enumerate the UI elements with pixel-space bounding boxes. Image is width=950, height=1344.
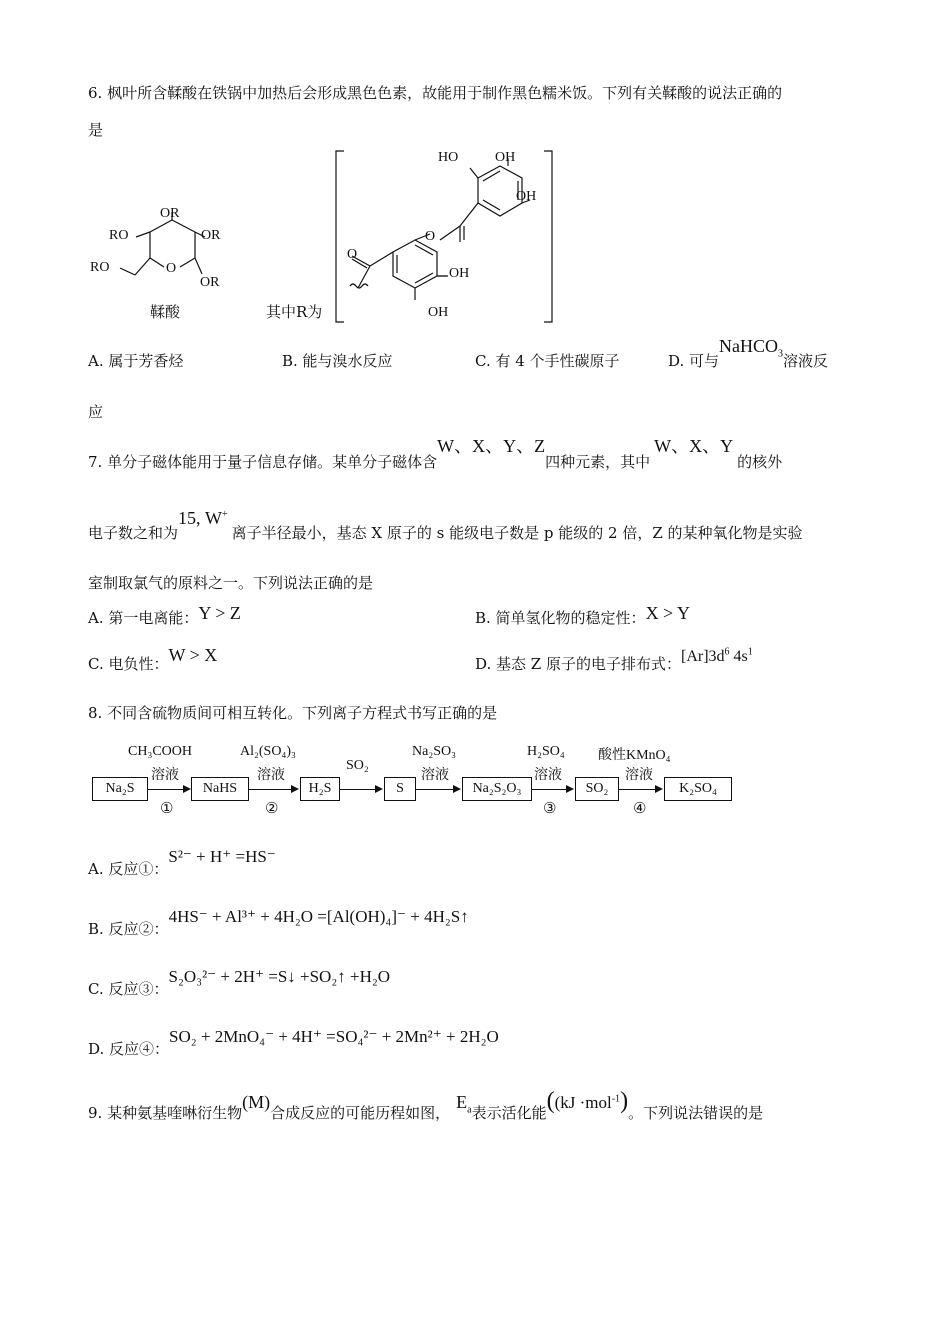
q7-option-c: C. 电负性：W > X: [88, 645, 218, 673]
ring-label-or-bottom: OR: [200, 275, 220, 290]
tannic-acid-caption: 鞣酸: [150, 303, 181, 321]
q6-option-c: C. 有 4 个手性碳原子: [475, 352, 620, 370]
box-nahs: NaHS: [191, 777, 249, 801]
q7-stem-line2: 电子数之和为15, W+离子半径最小，基态 X 原子的 s 能级电子数是 p 能级的 2 倍，Z 的某种氧化物是实验: [88, 508, 803, 542]
reagent-4-mid: 溶液: [421, 768, 449, 783]
reagent-5-top: H₂SO₄: [527, 744, 565, 759]
q6-option-d-suffix: 溶液反: [783, 352, 829, 370]
q8-option-a: A. 反应①：S²⁻ + H⁺ =HS⁻: [88, 847, 276, 878]
box-na2s2o3: Na₂S₂O₃: [462, 777, 532, 801]
q7-stem-line1: 7. 单分子磁体能用于量子信息存储。某单分子磁体含W、X、Y、Z四种元素，其中W、X、Y的核外: [88, 436, 783, 471]
arrow-4: [416, 789, 454, 790]
q8-stem: 8. 不同含硫物质间可相互转化。下列离子方程式书写正确的是: [88, 704, 498, 722]
reagent-5-mid: 溶液: [534, 768, 562, 783]
ring-label-o: O: [166, 261, 177, 276]
q9-stem: 9. 某种氨基喹啉衍生物(M)合成反应的可能历程如图，$E_a$表示活化能((kJ ·mol$^{-1}$)。下列说法错误的是: [88, 1088, 764, 1122]
arrow-3-head: [375, 785, 383, 793]
arrow-1: [148, 789, 184, 790]
q6-option-b: B. 能与溴水反应: [282, 352, 393, 370]
r-label-ho-top: HO: [438, 150, 459, 165]
ring-label-or-right: OR: [201, 228, 221, 243]
reagent-6-num: ④: [633, 799, 647, 817]
r-label-oh-mid: OH: [449, 266, 470, 281]
q8-option-c: C. 反应③：S₂O₃²⁻ + 2H⁺ =S↓ +SO₂↑ +H₂O: [88, 967, 391, 998]
ring-label-or-top: OR: [160, 206, 180, 221]
q7-option-d: D. 基态 Z 原子的电子排布式：$[Ar]3d^6$ $4s^1$: [475, 646, 753, 673]
q7-stem-line3: 室制取氯气的原料之一。下列说法正确的是: [88, 574, 374, 592]
reagent-6-top: 酸性KMnO₄: [598, 748, 671, 763]
ring-label-ro-left: RO: [109, 228, 129, 243]
r-label-o-ester: O: [425, 229, 436, 244]
r-label-oh-top: OH: [495, 150, 516, 165]
box-s: S: [384, 777, 416, 801]
box-so2: SO₂: [575, 777, 619, 801]
arrow-5: [532, 789, 567, 790]
arrow-1-head: [183, 785, 191, 793]
arrow-3: [340, 789, 376, 790]
reagent-1-num: ①: [160, 799, 174, 817]
nahco3-formula: NaHCO$_3$: [719, 336, 784, 360]
reagent-2-num: ②: [265, 799, 279, 817]
reagent-4-top: Na₂SO₃: [412, 744, 456, 759]
arrow-4-head: [453, 785, 461, 793]
q7-option-b: B. 简单氢化物的稳定性：X > Y: [475, 603, 691, 627]
r-label-oh-right: OH: [516, 189, 537, 204]
r-label-oh-bottom: OH: [428, 305, 449, 320]
q8-option-b: B. 反应②：4HS⁻ + Al³⁺ + 4H₂O =[Al(OH)₄]⁻ + 4H₂S↑: [88, 907, 469, 938]
box-na2s: Na₂S: [92, 777, 148, 801]
arrow-6: [619, 789, 656, 790]
q6-option-a: A. 属于芳香烃: [88, 352, 184, 370]
reagent-2-top: Al₂(SO₄)₃: [240, 744, 296, 759]
q7-option-a: A. 第一电离能：Y > Z: [88, 603, 241, 627]
q8-option-d: D. 反应④：SO₂ + 2MnO₄⁻ + 4H⁺ =SO₄²⁻ + 2Mn²⁺ + 2H₂O: [88, 1027, 499, 1058]
arrow-2: [249, 789, 292, 790]
q6-option-d-continued: 应: [88, 403, 104, 421]
arrow-6-head: [655, 785, 663, 793]
arrow-5-head: [566, 785, 574, 793]
q6-stem-line1: 6. 枫叶所含鞣酸在铁锅中加热后会形成黑色色素，故能用于制作黑色糯米饭。下列有关鞣酸的说法正确的: [88, 84, 783, 102]
reagent-1-top: CH₃COOH: [128, 744, 192, 759]
reagent-3-top: SO₂: [346, 758, 369, 773]
r-group-structure: [330, 148, 560, 326]
r-label-o-carbonyl: O: [347, 247, 358, 262]
q6-option-d-prefix: D. 可与: [668, 352, 720, 370]
ring-label-ro-ch2: RO: [90, 260, 110, 275]
box-k2so4: K₂SO₄: [664, 777, 732, 801]
arrow-2-head: [291, 785, 299, 793]
reagent-2-mid: 溶液: [257, 768, 285, 783]
r-group-caption: 其中R为: [266, 303, 323, 321]
reagent-1-mid: 溶液: [151, 768, 179, 783]
q6-stem-line2: 是: [88, 121, 104, 139]
box-h2s: H₂S: [300, 777, 340, 801]
reagent-6-mid: 溶液: [625, 768, 653, 783]
q6-option-d: [668, 336, 829, 370]
reagent-5-num: ③: [543, 799, 557, 817]
